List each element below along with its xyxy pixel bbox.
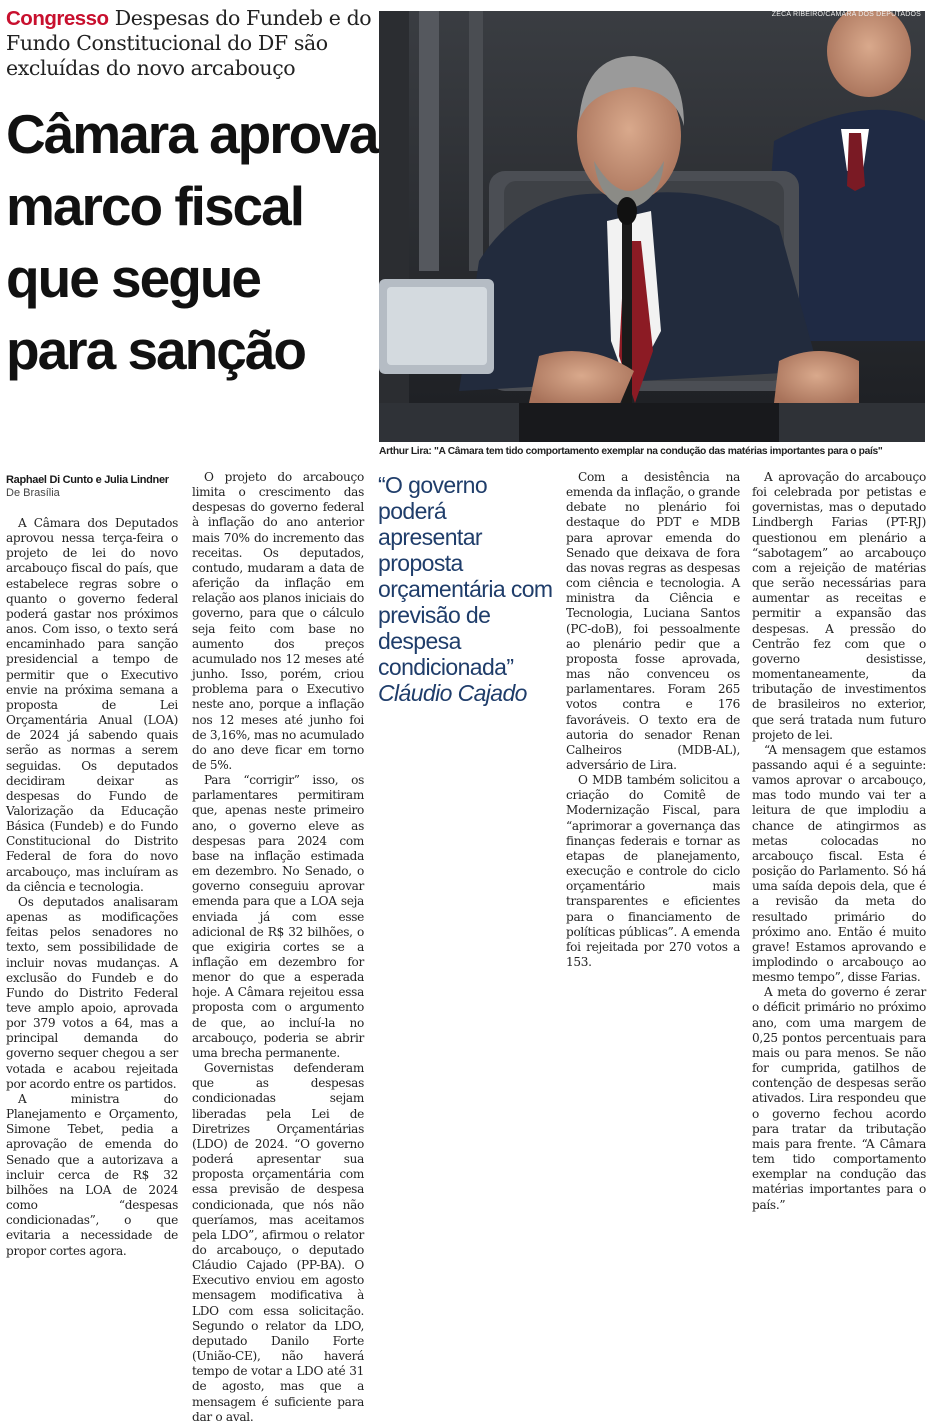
body-paragraph: O projeto do arcabouço limita o crescimento das despesas do governo federal à inflação do ano anterior mais 70% do incremento das receitas. Os deputados, contudo, mudaram a data de aferição da inflação em relação aos planos iniciais do governo, para que o cálculo seja feito com base no aumento dos preços acumulado nos 12 meses até junho. Isso, porém, criou problema para o Executivo neste ano, porque a inflação nos 12 meses até junho foi de 3,16%, mas no acumulado do ano deve ficar em torno de 5%.: [192, 470, 364, 772]
pull-quote-author: Cláudio Cajado: [378, 680, 527, 706]
article-headline: Câmara aprova marco fiscal que segue para sanção: [6, 103, 378, 381]
body-paragraph: Para “corrigir” isso, os parlamentares permitiram que, apenas neste primeiro ano, o governo eleve as despesas para 2024 com base na inflação estimada em dezembro. No Senado, o governo conseguiu aprovar emenda para que a LOA seja enviada já com esse adicional de R$ 32 bilhões, o que exigiria cortes se a inflação em dezembro for menor do que a esperada hoje. A Câmara rejeitou essa proposta com o argumento de que, ao incluí-la no arcabouço, poderia se abrir uma brecha permanente.: [192, 773, 364, 1060]
photo-illustration: [379, 11, 925, 442]
photo-credit: ZECA RIBEIRO/CÂMARA DOS DEPUTADOS: [771, 11, 921, 18]
body-paragraph: “A mensagem que estamos passando aqui é a seguinte: vamos aprovar o arcabouço, mas todo mundo vai ter a leitura de que implodiu a chance de atingirmos as metas colocadas no arcabouço fiscal. Esta é posição do Parlamento. Só há uma saída depois dela, que é a revisão da meta do resultado primário do próximo ano. Então é muito grave! Estamos aprovando e implodindo o arcabouço ao mesmo tempo”, disse Farias.: [752, 742, 926, 985]
body-paragraph: A ministra do Planejamento e Orçamento, Simone Tebet, pedia a aprovação de emenda do Senado que a autorizava a incluir cerca de R$ 32 bilhões na LOA de 2024 como “despesas condicionadas”, o que evitaria a necessidade de propor cortes agora.: [6, 1091, 178, 1258]
section-label: Congresso: [6, 7, 109, 30]
body-paragraph: Governistas defenderam que as despesas condicionadas sejam liberadas pela Lei de Diretrizes Orçamentárias (LDO) de 2024. “O governo poderá apresentar sua proposta orçamentária com essa previsão de despesa condicionada, que nós não queríamos, mas aceitamos pela LDO”, afirmou o relator do arcabouço, o deputado Cláudio Cajado (PP-BA). O Executivo enviou em agosto mensagem modificativa à LDO com essa solicitação. Segundo o relator da LDO, deputado Danilo Forte (União-CE), não haverá tempo de votar a LDO até 31 de agosto, mas que a mensagem é suficiente para dar o aval.: [192, 1061, 364, 1424]
body-paragraph: A aprovação do arcabouço foi celebrada por petistas e governistas, mas o deputado Lindbergh Farias (PT-RJ) questionou em plenário a “sabotagem” ao arcabouço com a rejeição de matérias que serão necessárias para aumentar as receitas e permitir a expansão das despesas. A pressão do Centrão fez com que o governo desistisse, momentaneamente, da tributação de investimentos de brasileiros no exterior, que será tratada num futuro projeto de lei.: [752, 470, 926, 742]
byline: [6, 474, 186, 499]
body-column-3: [566, 470, 740, 970]
byline-location: De Brasília: [6, 487, 60, 499]
body-column-2: [192, 470, 364, 1425]
pull-quote-text: “O governo poderá apresentar proposta orçamentária com previsão de despesa condicionada”: [378, 472, 553, 680]
body-column-1: [6, 516, 178, 1259]
body-paragraph: Os deputados analisaram apenas as modificações feitas pelos senadores no texto, sem possibilidade de incluir novas mudanças. A exclusão do Fundeb e do Fundo do Distrito Federal teve amplo apoio, aprovada por 379 votos a 64, mas a principal demanda do governo sequer chegou a ser votada e acabou rejeitada por acordo entre os partidos.: [6, 894, 178, 1091]
byline-authors: Raphael Di Cunto e Julia Lindner: [6, 474, 169, 486]
pull-quote: [378, 472, 554, 706]
body-column-4: [752, 470, 926, 1213]
body-paragraph: Com a desistência na emenda da inflação, o grande debate no plenário foi destaque do PDT e MDB para aprovar emenda do Senado que deixava de fora das novas regras as despesas com ciência e tecnologia. A ministra da Ciência e Tecnologia, Luciana Santos (PC-doB), foi pessoalmente ao plenário pedir que a proposta fosse aprovada, mas não convenceu os parlamentares. Foram 265 votos contra e 176 favoráveis. O texto era de autoria do senador Renan Calheiros (MDB-AL), adversário de Lira.: [566, 470, 740, 772]
body-paragraph: A Câmara dos Deputados aprovou nessa terça-feira o projeto de lei do novo arcabouço fiscal do país, que estabelece regras sobre o quanto o governo federal poderá gastar nos próximos anos. Com isso, o texto será encaminhado para sanção presidencial a tempo de permitir que o Executivo envie na próxima semana a proposta de Lei Orçamentária Anual (LOA) de 2024 já sabendo quais serão as normas a serem seguidas. Os deputados decidiram deixar as despesas do Fundo de Valorização da Educação Básica (Fundeb) e do Fundo Constitucional do Distrito Federal de fora do novo arcabouço, mas incluíram as da ciência e tecnologia.: [6, 516, 178, 894]
article-kicker: [6, 6, 374, 81]
kicker-text: Despesas do Fundeb e do Fundo Constitucional do DF são excluídas do novo arcabouço: [6, 6, 372, 80]
body-paragraph: O MDB também solicitou a criação do Comitê de Modernização Fiscal, para “aprimorar a governança das finanças federais e tornar as etapas de planejamento, execução e controle do ciclo orçamentário mais transparentes e eficientes para o financiamento de políticas públicas”. A emenda foi rejeitada por 270 votos a 153.: [566, 773, 740, 969]
body-paragraph: A meta do governo é zerar o déficit primário no próximo ano, com uma margem de 0,25 pontos percentuais para mais ou para menos. Se não for cumprida, gatilhos de contenção de despesas serão ativados. Lira respondeu que o governo fechou acordo para tratar da tributação mais para frente. “A Câmara tem tido comportamento exemplar na condução das matérias importantes para o país.”: [752, 985, 926, 1212]
article-photo: [379, 11, 925, 442]
photo-caption: Arthur Lira: "A Câmara tem tido comportamento exemplar na condução das matérias importantes para o país": [379, 446, 883, 457]
